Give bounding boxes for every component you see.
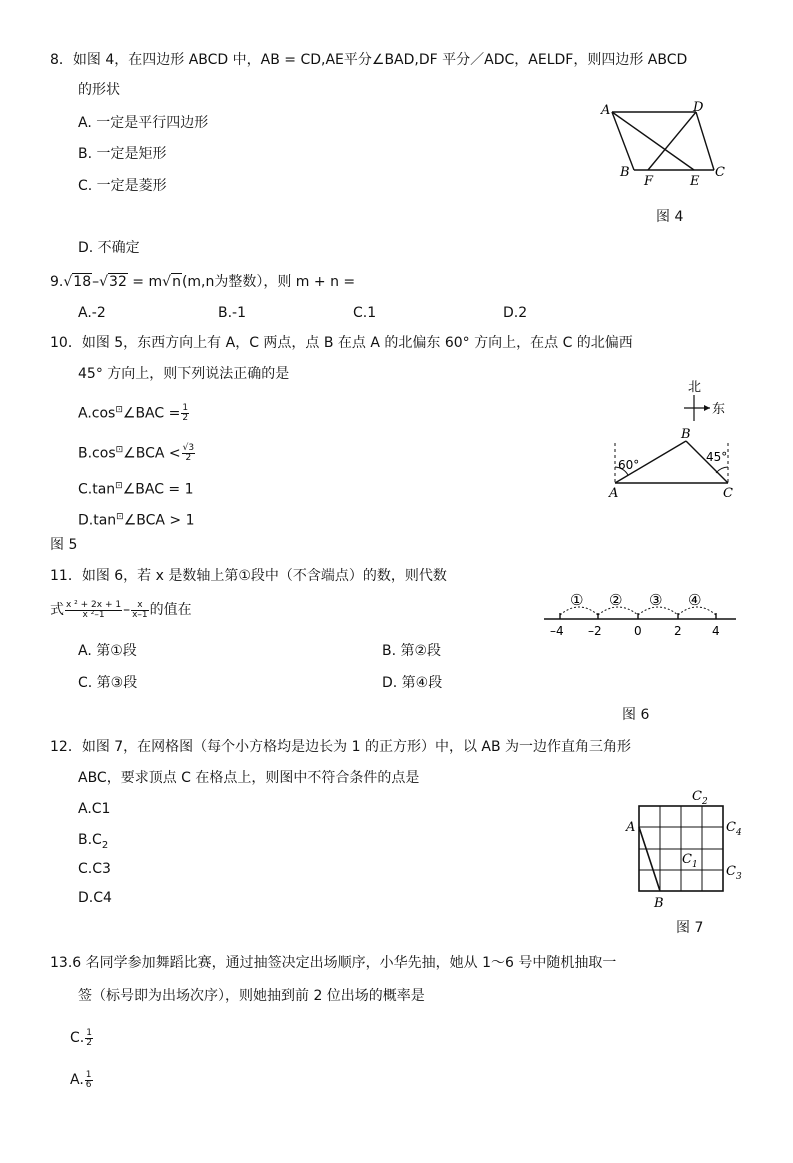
fig5-label-a: A: [609, 486, 619, 501]
q11-option-c: C. 第③段: [78, 675, 138, 691]
figure-6-caption: 图 6: [622, 707, 650, 723]
fig7-label-b: B: [654, 896, 664, 911]
fraction-denominator: 2: [86, 1037, 92, 1048]
c-subscript: 2: [701, 797, 708, 807]
q12-opt-b-subscript: 2: [101, 839, 109, 851]
c-subscript: 1: [691, 860, 698, 870]
q11-option-d: D. 第④段: [382, 675, 443, 691]
q13-stem-line1: 13.6 名同学参加舞蹈比赛，通过抽签决定出场顺序，小华先抽，她从 1～6 号中随机抽取一: [50, 955, 617, 971]
fig7-label-a: A: [626, 820, 636, 835]
q9-option-a: A.-2: [78, 305, 106, 321]
q9-tail: (m,n为整数），则 m + n =: [181, 274, 356, 290]
fig4-label-b: B: [620, 165, 630, 180]
q10-option-b: [78, 440, 196, 464]
q13-opt-c-prefix: C.: [70, 1030, 85, 1046]
q12-stem-line1: 12．如图 7，在网格图（每个小方格均是边长为 1 的正方形）中，以 AB 为一边作直角三角形: [50, 739, 632, 755]
fig7-label-c3: [726, 864, 742, 882]
fraction-numerator: 1: [182, 403, 189, 414]
c-subscript: 4: [735, 828, 742, 838]
fraction-numerator: 1: [86, 1027, 92, 1038]
q10-opt-a-prefix: A.cos: [78, 405, 116, 422]
fraction-denominator: x–1: [132, 609, 148, 620]
q8-option-a: A. 一定是平行四边形: [78, 115, 209, 131]
q9-prefix: 9.: [50, 274, 64, 290]
q12-opt-b-text: B.C: [78, 832, 102, 848]
q11-stem-line1: 11．如图 6，若 x 是数轴上第①段中（不含端点）的数，则代数: [50, 568, 447, 584]
angle-60-label: 60°: [618, 458, 640, 472]
q10-garbled-glyph: ⊡: [115, 405, 123, 415]
segment-3-label: ③: [649, 591, 663, 609]
fig5-label-b: B: [681, 427, 691, 442]
q12-option-c: C.C3: [78, 861, 111, 877]
q10-opt-b-fraction: [182, 444, 195, 463]
q10-opt-c-prefix: C.tan: [78, 481, 116, 498]
q9-minus: –: [92, 274, 100, 290]
fraction-numerator: x ² + 2x + 1: [66, 599, 122, 610]
q10-option-c: [78, 476, 194, 500]
segment-2-label: ②: [609, 591, 623, 609]
q11-stem-prefix: 式: [50, 602, 64, 618]
figure-6-number-line: [540, 585, 740, 645]
q12-option-d: D.C4: [78, 890, 112, 906]
figure-4-quadrilateral: [590, 98, 740, 193]
q8-stem-line1: 8．如图 4，在四边形 ABCD 中，AB = CD,AE平分∠BAD,DF 平分／ADC，AELDF，则四边形 ABCD: [50, 52, 688, 68]
q13-opt-c-fraction: [85, 1029, 93, 1048]
q10-opt-d-prefix: D.tan: [78, 512, 117, 529]
q12-option-b: [78, 830, 108, 856]
q8-stem-line2: 的形状: [78, 82, 120, 98]
q13-option-c: [70, 1024, 94, 1052]
q10-opt-c-body: ∠BAC = 1: [122, 481, 194, 498]
fraction-denominator: 2: [182, 413, 189, 424]
q10-garbled-glyph: ⊡: [115, 445, 124, 455]
q8-option-d: D. 不确定: [78, 240, 140, 256]
q10-garbled-glyph: ⊡: [116, 512, 124, 522]
tick-label-0: 0: [634, 624, 642, 638]
q10-opt-b-body: ∠BCA <: [123, 445, 181, 462]
c-letter: C: [726, 820, 736, 835]
q12-option-a: A.C1: [78, 801, 111, 817]
q11-fraction-2: [131, 601, 149, 620]
q13-opt-a-prefix: A.: [70, 1072, 84, 1088]
q11-stem-tail: 的值在: [149, 602, 192, 618]
fig4-label-f: F: [644, 174, 654, 189]
tick-label-neg2: –2: [588, 624, 602, 638]
q13-stem-line2: 签（标号即为出场次序），则她抽到前 2 位出场的概率是: [78, 988, 425, 1004]
angle-45-label: 45°: [706, 450, 728, 464]
q11-minus: –: [123, 602, 131, 618]
q10-garbled-glyph: ⊡: [115, 481, 123, 491]
sqrt-sign: √: [63, 274, 73, 290]
fraction-denominator: x ²–1: [82, 609, 105, 620]
fig4-label-c: C: [715, 165, 725, 180]
q11-fraction-1: [65, 601, 122, 620]
fraction-numerator: √3: [182, 443, 195, 454]
figure-5-caption: 图 5: [50, 537, 78, 553]
compass-east-label: 东: [712, 402, 726, 417]
q11-option-b: B. 第②段: [382, 643, 442, 659]
segment-1-label: ①: [570, 591, 584, 609]
fig7-label-c4: [726, 820, 742, 838]
q9-radicand-1: 18: [73, 274, 92, 290]
c-letter: C: [682, 852, 692, 867]
q8-option-c: C. 一定是菱形: [78, 178, 167, 194]
figure-7-caption: 图 7: [676, 920, 704, 936]
fig7-label-c1: [682, 852, 698, 870]
fig7-label-c2: [692, 789, 708, 807]
q10-opt-d-body: ∠BCA > 1: [123, 512, 195, 529]
c-letter: C: [726, 864, 736, 879]
q10-option-d: [78, 507, 195, 531]
segment-4-label: ④: [688, 591, 702, 609]
q9-radicand-3: n: [172, 274, 181, 290]
fig4-label-e: E: [690, 174, 700, 189]
q10-stem-line2: 45° 方向上，则下列说法正确的是: [78, 366, 290, 382]
q10-opt-a-body: ∠BAC =: [122, 405, 181, 422]
q9-radicand-2: 32: [109, 274, 127, 290]
tick-label-neg4: –4: [550, 624, 564, 638]
q11-stem-expression: [50, 600, 192, 620]
q9-option-c: C.1: [353, 305, 377, 321]
q11-option-a: A. 第①段: [78, 643, 137, 659]
q10-opt-b-prefix: B.cos: [78, 445, 116, 462]
q10-opt-a-fraction: [181, 404, 189, 423]
q10-option-a: [78, 400, 190, 424]
q9-option-d: D.2: [503, 305, 528, 321]
q13-opt-a-fraction: [85, 1071, 93, 1090]
fraction-denominator: 6: [85, 1079, 92, 1090]
fraction-numerator: x: [131, 601, 149, 611]
fig4-label-a: A: [601, 103, 611, 118]
figure-4-caption: 图 4: [656, 209, 684, 225]
sqrt-sign: √: [99, 274, 109, 290]
figure-7-grid: [620, 783, 750, 913]
compass-north-label: 北: [688, 380, 702, 395]
sqrt-sign: √: [162, 274, 172, 290]
fig5-label-c: C: [723, 486, 733, 501]
q13-option-a: [70, 1066, 94, 1094]
fig4-label-d: D: [693, 100, 704, 115]
q12-stem-line2: ABC，要求顶点 C 在格点上，则图中不符合条件的点是: [78, 770, 420, 786]
c-letter: C: [692, 789, 702, 804]
q9-stem: [50, 272, 355, 292]
q9-option-b: B.-1: [218, 305, 247, 321]
fraction-numerator: 1: [85, 1069, 92, 1080]
tick-label-4: 4: [712, 624, 720, 638]
q8-option-b: B. 一定是矩形: [78, 146, 167, 162]
q9-equals: = m: [127, 274, 163, 290]
c-subscript: 3: [735, 872, 742, 882]
tick-label-2: 2: [674, 624, 682, 638]
figure-5-direction-diagram: [600, 375, 750, 505]
fraction-denominator: 2: [185, 453, 192, 464]
q10-stem-line1: 10．如图 5，东西方向上有 A，C 两点，点 B 在点 A 的北偏东 60° 方向上，在点 C 的北偏西: [50, 335, 633, 351]
